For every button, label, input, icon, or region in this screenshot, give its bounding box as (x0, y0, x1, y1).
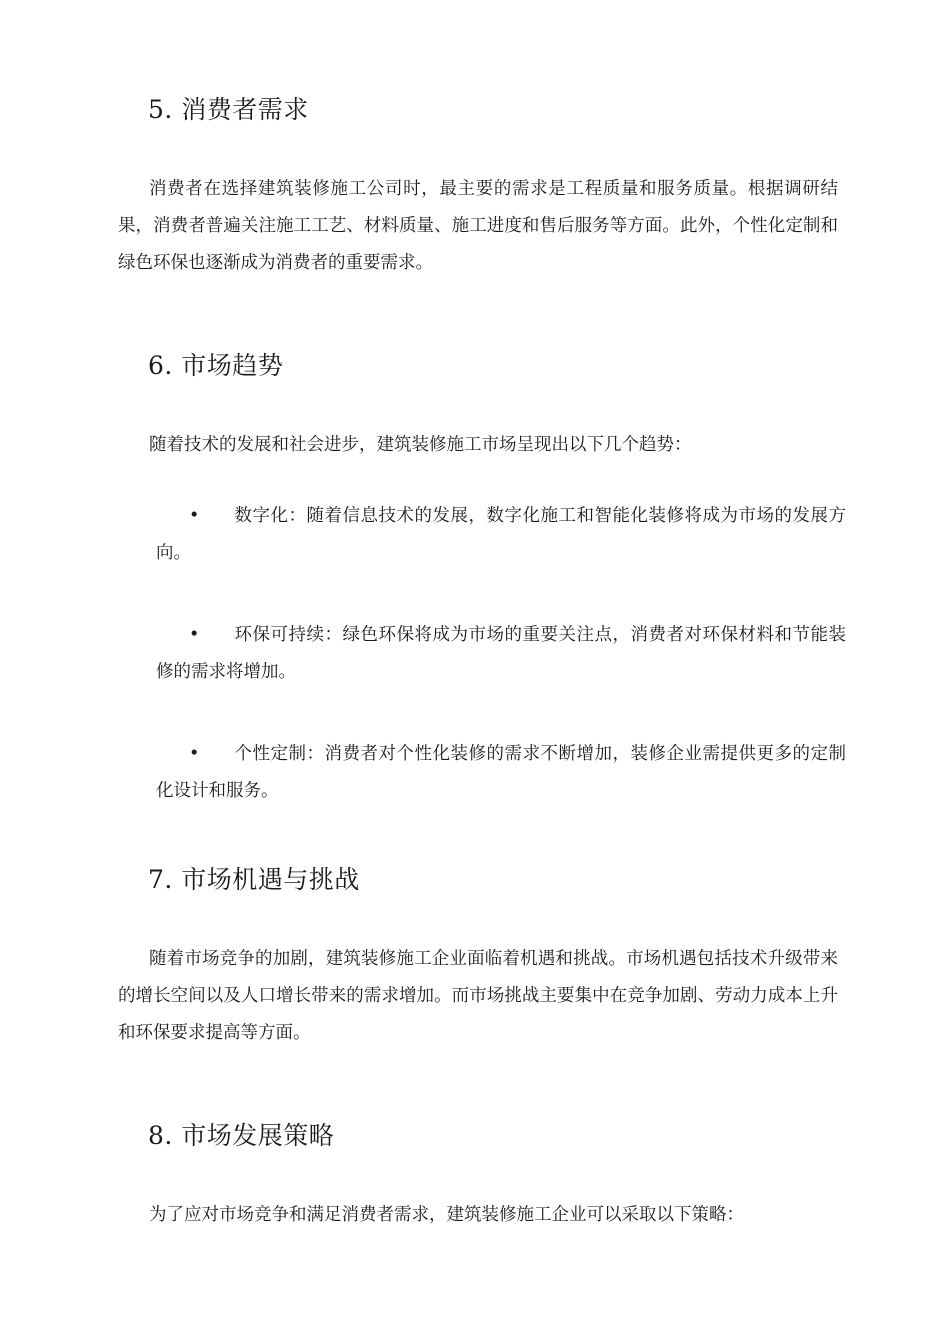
section-5-heading: 5. 消费者需求 (148, 95, 309, 124)
section-8-heading: 8. 市场发展策略 (148, 1121, 335, 1150)
bullet-marker: • (189, 625, 200, 645)
trend-bullet-digital (156, 498, 846, 572)
section-6-heading: 6. 市场趋势 (148, 351, 284, 380)
trend-bullet-custom (156, 736, 846, 810)
section-7-heading: 7. 市场机遇与挑战 (148, 865, 360, 894)
bullet-text: 个性定制：消费者对个性化装修的需求不断增加，装修企业需提供更多的定制化设计和服务。 (156, 744, 846, 801)
section-8-paragraph: 为了应对市场竞争和满足消费者需求，建筑装修施工企业可以采取以下策略： (149, 1205, 744, 1225)
bullet-marker: • (189, 744, 200, 764)
trend-bullet-eco (156, 617, 846, 691)
section-6-paragraph: 随着技术的发展和社会进步，建筑装修施工市场呈现出以下几个趋势： (149, 435, 692, 455)
bullet-text: 环保可持续：绿色环保将成为市场的重要关注点，消费者对环保材料和节能装修的需求将增加。 (156, 625, 846, 682)
bullet-marker: • (189, 506, 200, 526)
section-7-paragraph: 随着市场竞争的加剧，建筑装修施工企业面临着机遇和挑战。市场机遇包括技术升级带来的增长空间以及人口增长带来的需求增加。而市场挑战主要集中在竞争加剧、劳动力成本上升和环保要求提高等方面。 (118, 949, 838, 1043)
section-5-paragraph: 消费者在选择建筑装修施工公司时，最主要的需求是工程质量和服务质量。根据调研结果，消费者普遍关注施工工艺、材料质量、施工进度和售后服务等方面。此外，个性化定制和绿色环保也逐渐成为消费者的重要需求。 (118, 179, 838, 273)
bullet-text: 数字化：随着信息技术的发展，数字化施工和智能化装修将成为市场的发展方向。 (156, 506, 846, 563)
